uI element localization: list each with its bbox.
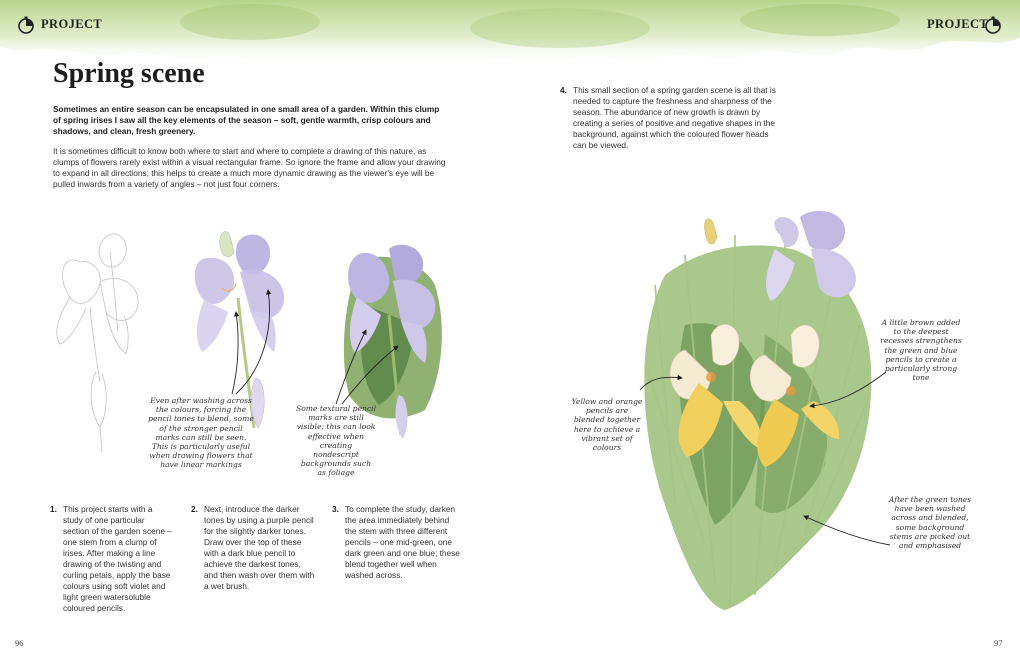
step-number: 2. [191, 504, 198, 514]
project-label-left: PROJECT [41, 17, 103, 31]
page-title: Spring scene [53, 58, 205, 89]
page-number-left: 96 [15, 638, 24, 648]
intro-bold-paragraph: Sometimes an entire season can be encapsulated in one small area of a garden. Within this clump of spring irises I saw all the key elements of the season – soft, gentle warmth, crisp colours and shadows, and clean, fresh greenery. [53, 104, 440, 136]
step-number: 3. [332, 504, 339, 514]
step-text: To complete the study, darken the area immediately behind the stem with three different pencils – one mid-green, one dark green and one blue; these blend together well when washed across. [345, 504, 460, 580]
step-text: This project starts with a study of one particular section of the garden scene – one stem from a clump of irises. After making a line drawing of the twisting and curling petals, apply the base colours using soft violet and light green watersoluble coloured pencils. [63, 504, 172, 613]
project-label-right: PROJECT [927, 17, 989, 31]
annotation-green-tones: After the green tones have been washed across and blended, some background stems are picked out and emphasised [888, 495, 972, 551]
annotation-washing: Even after washing across the colours, forcing the pencil tones to blend, some of the stronger pencil marks can still be seen. This is particularly useful when drawing flowers that have linear markings [148, 396, 254, 470]
step-number: 1. [50, 504, 57, 514]
annotation-little-brown: A little brown added to the deepest recesses strengthens the green and blue pencils to create a particularly strong tone [880, 318, 962, 383]
intro-paragraph: It is sometimes difficult to know both where to start and where to complete a drawing of this nature, as clumps of flowers rarely exist within a visual rectangular frame. So ignore the frame and allow your drawing to expand in all directions; this helps to create a much more dynamic drawing as the viewer's eye will be pulled inwards from a variety of angles – not just four corners. [53, 146, 446, 189]
step-text: This small section of a spring garden scene is all that is needed to capture the freshness and sharpness of the season. The abundance of new growth is drawn by creating a series of positive and negative shapes in the background, against which the coloured flower heads can be viewed. [573, 85, 776, 150]
step-text: Next, introduce the darker tones by using a purple pencil for the slightly darker tones. Draw over the top of these with a dark blue pencil to achieve the darkest tones, and then wash over them with a wet brush. [204, 504, 315, 591]
step-3 [332, 504, 460, 581]
step-2 [191, 504, 316, 592]
step-1 [50, 504, 173, 614]
annotation-yellow-orange: Yellow and orange pencils are blended together here to achieve a vibrant set of colours [571, 397, 643, 453]
step-number: 4. [560, 85, 567, 95]
page-number-right: 97 [994, 638, 1003, 648]
annotation-textural-marks: Some textural pencil marks are still visible; this can look effective when creating nondescript backgrounds such as foliage [296, 404, 377, 478]
